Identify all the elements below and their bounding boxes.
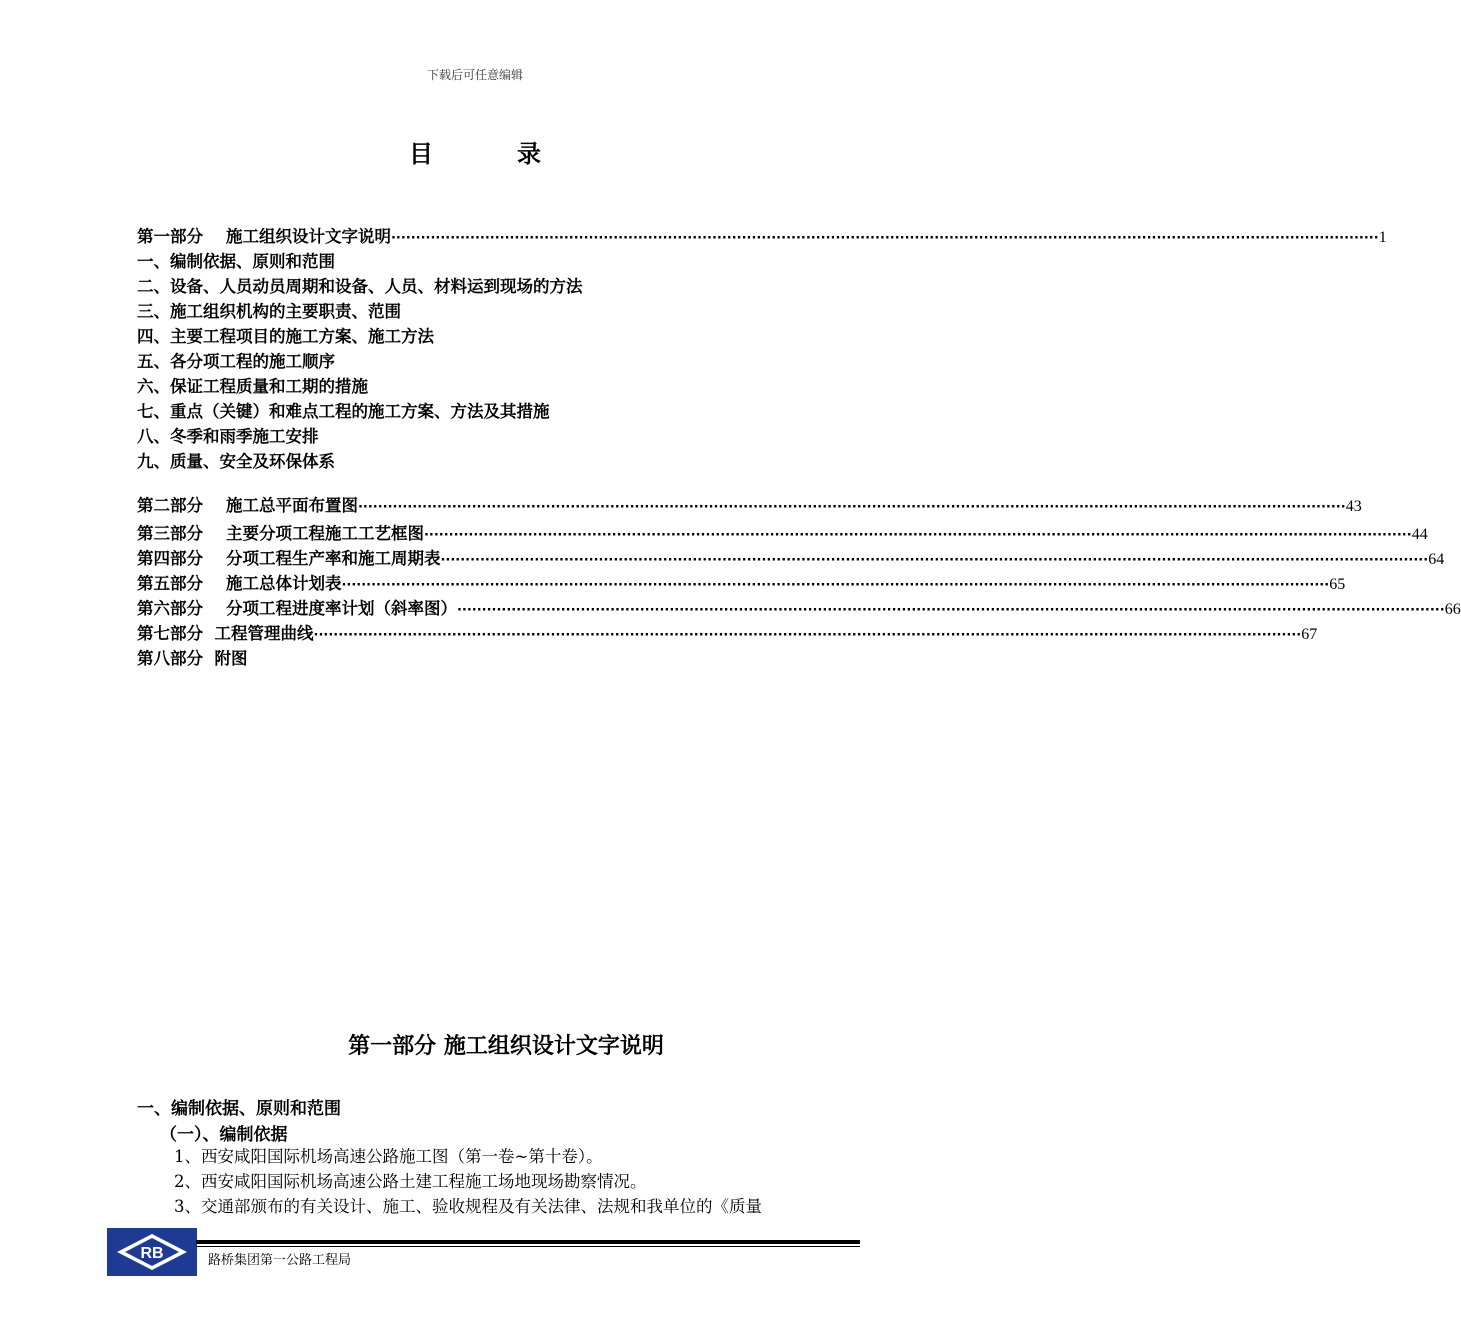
toc-entry-label: 第一部分 施工组织设计文字说明	[137, 227, 391, 246]
toc-entry-label: 六、保证工程质量和工期的措施	[137, 377, 368, 396]
toc-entry	[137, 598, 1461, 620]
toc-title	[0, 134, 950, 169]
toc-entry-page: 43	[1345, 498, 1362, 515]
toc-entry	[137, 251, 855, 273]
toc-entry	[137, 548, 1445, 570]
header-note: 下载后可任意编辑	[426, 68, 523, 82]
toc-entry	[137, 226, 1387, 248]
section-heading-2: （一）、编制依据	[160, 1125, 288, 1145]
toc-entry-label: 第五部分 施工总体计划表	[137, 574, 342, 593]
toc-leader-dots: ········································································································································································································	[456, 603, 1445, 618]
toc-entry	[137, 451, 855, 473]
svg-text:RB: RB	[140, 1245, 164, 1262]
toc-leader-dots: ········································································································································································································	[341, 578, 1330, 593]
paragraph-2: 2、西安咸阳国际机场高速公路土建工程施工场地现场勘察情况。	[174, 1172, 647, 1191]
toc-entry-label: 第七部分 工程管理曲线	[137, 624, 314, 643]
toc-entry-label: 第三部分 主要分项工程施工工艺框图	[137, 524, 424, 543]
toc-entry	[137, 276, 855, 298]
toc-entry	[137, 301, 855, 323]
toc-entry-label: 五、各分项工程的施工顺序	[137, 352, 335, 371]
toc-entry	[137, 573, 1346, 595]
toc-entry	[137, 376, 855, 398]
toc-entry-label: 二、设备、人员动员周期和设备、人员、材料运到现场的方法	[137, 277, 583, 296]
toc-entry-label: 一、编制依据、原则和范围	[137, 252, 335, 271]
paragraph-1: 1、西安咸阳国际机场高速公路施工图（第一卷~第十卷）。	[174, 1147, 603, 1166]
toc-entry	[137, 648, 855, 670]
toc-entry-label: 九、质量、安全及环保体系	[137, 452, 335, 471]
toc-entry-page: 64	[1428, 551, 1445, 568]
toc-entry	[137, 623, 1318, 645]
toc-entry-label: 八、冬季和雨季施工安排	[137, 427, 319, 446]
toc-entry-page: 1	[1378, 229, 1387, 246]
toc-entry	[137, 495, 1362, 517]
footer-rule	[196, 1240, 860, 1244]
toc-entry	[137, 351, 855, 373]
toc-entry	[137, 426, 855, 448]
toc-entry-label: 第六部分 分项工程进度率计划（斜率图）	[137, 599, 457, 618]
toc-entry-label: 四、主要工程项目的施工方案、施工方法	[137, 327, 434, 346]
toc-entry	[137, 326, 855, 348]
toc-entry-page: 65	[1329, 576, 1346, 593]
toc-entry-page: 66	[1444, 601, 1461, 618]
toc-entry-label: 七、重点（关键）和难点工程的施工方案、方法及其措施	[137, 402, 550, 421]
toc-entry-label: 第二部分 施工总平面布置图	[137, 496, 358, 515]
company-logo-icon	[107, 1228, 197, 1276]
toc-leader-dots: ········································································································································································································	[357, 500, 1346, 515]
toc-leader-dots: ········································································································································································································	[313, 628, 1302, 643]
footer-org: 路桥集团第一公路工程局	[208, 1253, 352, 1268]
toc-entry-page: 67	[1301, 626, 1318, 643]
footer-rule-thin	[196, 1246, 860, 1247]
toc-leader-dots: ········································································································································································································	[440, 553, 1429, 568]
toc-entry	[137, 523, 1428, 545]
toc-entry	[137, 401, 855, 423]
toc-leader-dots: ········································································································································································································	[423, 528, 1412, 543]
section-title: 第一部分 施工组织设计文字说明	[348, 1033, 664, 1059]
toc-entry-page: 44	[1411, 526, 1428, 543]
toc-entry-label: 第四部分 分项工程生产率和施工周期表	[137, 549, 441, 568]
toc-entry-label: 第八部分 附图	[137, 649, 248, 668]
paragraph-3: 3、交通部颁布的有关设计、施工、验收规程及有关法律、法规和我单位的《质量	[174, 1197, 762, 1216]
toc-entry-label: 三、施工组织机构的主要职责、范围	[137, 302, 401, 321]
toc-title-char-2: 录	[517, 139, 541, 168]
toc-leader-dots: ········································································································································································································	[390, 231, 1379, 246]
section-heading-1: 一、编制依据、原则和范围	[137, 1099, 341, 1119]
toc-title-char-1: 目	[409, 139, 433, 168]
